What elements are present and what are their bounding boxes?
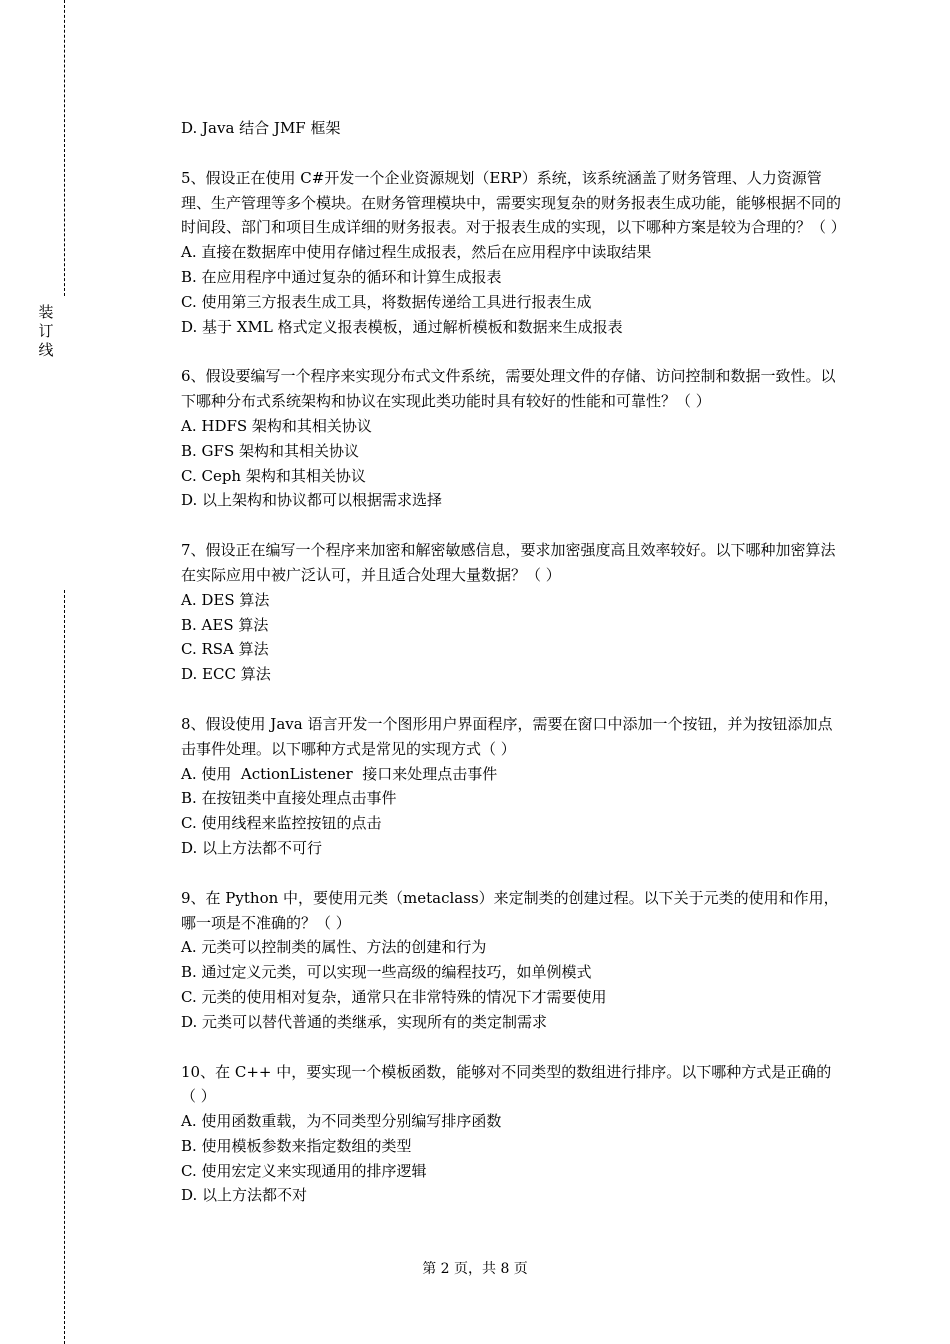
option-d: D. 以上方法都不可行 — [181, 838, 323, 857]
option-c: C. Ceph 架构和其相关协议 — [181, 466, 366, 485]
question-text: 9、在 Python 中，要使用元类（metaclass）来定制类的创建过程。以下关于元类的使用和作用，哪一项是不准确的？（ ） — [181, 888, 839, 932]
question-5 — [181, 166, 846, 340]
binding-label-char: 线 — [38, 341, 54, 359]
binding-label-char: 装 — [38, 303, 54, 321]
question-text: 6、假设要编写一个程序来实现分布式文件系统，需要处理文件的存储、访问控制和数据一致性。以下哪种分布式系统架构和协议在实现此类功能时具有较好的性能和可靠性？（ ） — [181, 367, 836, 411]
question-8 — [181, 712, 841, 861]
page-number-footer: 第 2 页，共 8 页 — [422, 1261, 528, 1277]
option-b: B. AES 算法 — [181, 615, 269, 634]
question-text: 5、假设正在使用 C#开发一个企业资源规划（ERP）系统，该系统涵盖了财务管理、人力资源管理、生产管理等多个模块。在财务管理模块中，需要实现复杂的财务报表生成功能，能够根据不同的时间段、部门和项目生成详细的财务报表。对于报表生成的实现，以下哪种方案是较为合理的？（ ） — [181, 168, 846, 237]
option-a: A. HDFS 架构和其相关协议 — [181, 416, 372, 435]
option-a: A. 使用 ActionListener 接口来处理点击事件 — [181, 764, 498, 783]
option-d: D. 以上架构和协议都可以根据需求选择 — [181, 491, 443, 510]
question-10 — [181, 1060, 841, 1209]
binding-label-char: 订 — [38, 322, 54, 340]
option-c: C. RSA 算法 — [181, 640, 269, 659]
option-b: B. 使用模板参数来指定数组的类型 — [181, 1136, 412, 1155]
option-a: A. 元类可以控制类的属性、方法的创建和行为 — [181, 938, 487, 957]
question-7 — [181, 538, 841, 687]
option-c: C. 使用线程来监控按钮的点击 — [181, 814, 382, 833]
prev-question-option: D. Java 结合 JMF 框架 — [181, 119, 341, 137]
option-d: D. 元类可以替代普通的类继承，实现所有的类定制需求 — [181, 1012, 548, 1031]
binding-dashed-line-top — [64, 0, 65, 296]
question-text: 7、假设正在编写一个程序来加密和解密敏感信息，要求加密强度高且效率较好。以下哪种加密算法在实际应用中被广泛认可，并且适合处理大量数据？（ ） — [181, 541, 836, 584]
option-b: B. GFS 架构和其相关协议 — [181, 441, 359, 460]
option-b: B. 在按钮类中直接处理点击事件 — [181, 789, 397, 808]
binding-label — [36, 303, 56, 360]
option-a: A. DES 算法 — [181, 590, 270, 609]
binding-dashed-line-bottom — [64, 590, 65, 1344]
question-text: 10、在 C++ 中，要实现一个模板函数，能够对不同类型的数组进行排序。以下哪种方式是正确的（ ） — [181, 1062, 832, 1106]
option-c: C. 元类的使用相对复杂，通常只在非常特殊的情况下才需要使用 — [181, 987, 607, 1006]
option-c: C. 使用宏定义来实现通用的排序逻辑 — [181, 1161, 427, 1180]
option-b: B. 通过定义元类，可以实现一些高级的编程技巧，如单例模式 — [181, 963, 592, 982]
question-9 — [181, 886, 841, 1035]
option-a: A. 直接在数据库中使用存储过程生成报表，然后在应用程序中读取结果 — [181, 243, 652, 262]
question-6 — [181, 364, 841, 513]
option-b: B. 在应用程序中通过复杂的循环和计算生成报表 — [181, 267, 502, 286]
option-d: D. 以上方法都不对 — [181, 1186, 308, 1205]
option-c: C. 使用第三方报表生成工具，将数据传递给工具进行报表生成 — [181, 292, 592, 311]
option-a: A. 使用函数重载，为不同类型分别编写排序函数 — [181, 1112, 502, 1131]
option-d: D. ECC 算法 — [181, 665, 271, 684]
question-text: 8、假设使用 Java 语言开发一个图形用户界面程序，需要在窗口中添加一个按钮，并为按钮添加点击事件处理。以下哪种方式是常见的实现方式（ ） — [181, 714, 833, 758]
question-content — [181, 116, 846, 1208]
option-d: D. 基于 XML 格式定义报表模板，通过解析模板和数据来生成报表 — [181, 317, 623, 336]
